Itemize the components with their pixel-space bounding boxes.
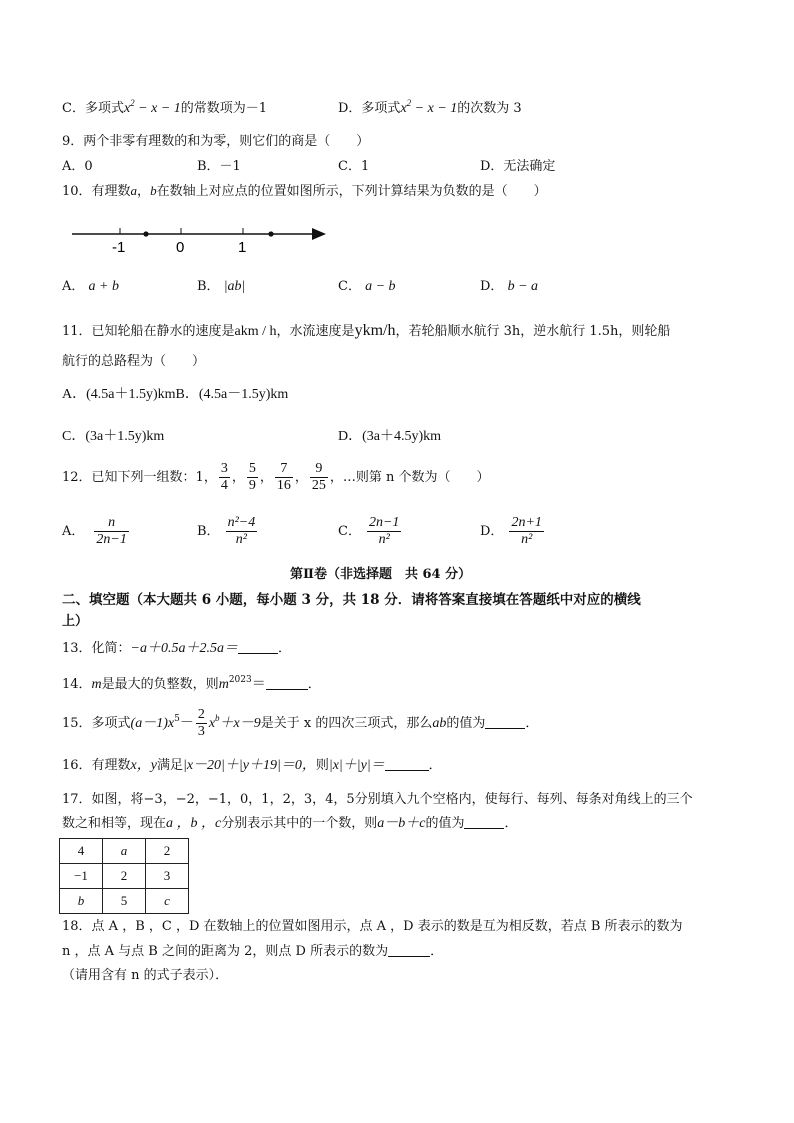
q10-opt-c-label: C． [338,279,361,294]
q10-opt-b [197,278,245,296]
q14-eq: ＝ [251,677,266,692]
q12-frac-2: $\frac{5}{9}$ [248,461,256,493]
grid-cell: 5 [103,889,146,914]
q10-opt-d-expr: b − a [507,279,539,294]
q15: 15．多项式$(a-1)x^5-$ $\frac{2}{3}$ $x^b+x-9$是关于 x 的四次三项式，那么ab的值为 ． [62,707,539,739]
q10-opt-c-expr: a − b [365,279,396,294]
q13-answer-blank[interactable] [238,641,278,654]
q14 [62,676,321,694]
q17-post: 的值为 [425,816,465,831]
q16-post: ． [428,758,442,773]
q10-var-b: b [150,183,157,198]
q15-fraction: $\frac{2}{3}$ [197,707,205,739]
label-0: 0 [176,239,185,256]
q11-opt-a: A．(4.5a＋1.5y)km [62,387,176,402]
q13-expr: −a＋0.5a＋2.5a＝ [130,641,238,656]
q9-opt-c: C．1 [338,159,370,174]
number-line-figure [68,216,330,256]
q15-expr2: x [208,716,216,731]
q10-opt-a [62,278,119,296]
grid-cell: c [146,889,189,914]
q11-opt-c: C．(3a＋1.5y)km [62,429,165,444]
q10-opt-d [480,278,538,296]
grid-cell: −1 [60,864,103,889]
q10-opt-c [338,278,396,296]
q11-stem-line1 [62,322,670,341]
q11-speed2: ykm/h [354,322,396,339]
q8-option-c-label: C．多项式 [62,101,124,116]
q14-expr: m [218,677,229,692]
q10-opt-b-label: B． [197,279,220,294]
q18-line2-text: n ，点 A 与点 B 之间的距离为 2，则点 D 所表示的数为 [62,944,389,959]
axis-arrow [312,228,326,240]
grid-cell: 2 [103,864,146,889]
q10-opt-a-label: A． [62,279,85,294]
grid-cell: 2 [146,839,189,864]
q12-stem: 12．已知下列一组数：1， $\frac{3}{4}$ ， $\frac{5}{9}$ ， $\frac{7}{16}$ ， $\frac{9}{25}$ ，…则第 n 个数为（ ） [62,461,490,493]
q15-pre: 15．多项式 [62,716,131,731]
q8-option-c-expr: $x^2 - x - 1$ [123,98,181,116]
grid-cell: 3 [146,864,189,889]
q16 [62,757,442,775]
q12-frac-1: $\frac{3}{4}$ [220,461,228,493]
q12-opt-a: A． $\frac{n}{2n-1}$ [62,515,127,547]
magic-square-grid [59,838,189,914]
q12-post: ，…则第 n 个数为（ ） [329,470,490,485]
q9-opt-a: A．0 [62,159,93,174]
q8-option-d-text: 的次数为 3 [457,101,522,116]
q15-expr1: (a－1)x [130,716,175,731]
q15-exp2: b [215,713,220,723]
q14-var-m: m [91,677,102,692]
q16-pre: 16．有理数 [62,758,131,773]
q13-pre: 13．化简： [62,641,131,656]
q9-opt-b: B．－1 [197,159,241,174]
q15-exp1: 5 [174,714,180,724]
q11-pre: 11．已知轮船在静水的速度是 [62,324,235,339]
q16-mid: 满足 [156,758,183,773]
section-2-heading-line1: 二、填空题（本大题共 6 小题，每小题 3 分，共 18 分．请将答案直接填在答题纸中对应的横线 [62,592,641,608]
point-a [143,231,148,236]
q8-option-c-text: 的常数项为－1 [180,101,268,116]
q15-answer-blank[interactable] [485,716,525,729]
q12-frac-4: $\frac{9}{25}$ [311,461,326,493]
q17-mid: 分别表示其中的一个数，则 [221,816,378,831]
q16-answer-blank[interactable] [385,758,429,771]
grid-cell: b [60,889,103,914]
q18-answer-blank[interactable] [388,944,430,957]
q10-var-a: a [130,183,138,198]
q10-opt-a-expr: a + b [88,279,119,294]
q11-speed1: akm / h [234,324,277,339]
q8-option-d-label: D．多项式 [338,101,401,116]
grid-cell: a [103,839,146,864]
q17-pre: 数之和相等，现在 [62,816,167,831]
q10-stem-post: 在数轴上对应点的位置如图所示，下列计算结果为负数的是（ ） [156,184,547,199]
q9-stem: 9．两个非零有理数的和为零，则它们的商是（ ） [62,134,370,149]
q10-stem-pre: 10．有理数 [62,184,131,199]
q17-answer-blank[interactable] [464,816,504,829]
q11-opt-d: D．(3a＋4.5y)km [338,429,442,444]
q15-mid: 是关于 x 的四次三项式，那么 [260,716,433,731]
q14-pre: 14． [62,677,92,692]
q15-ab: ab [432,716,447,731]
q14-post: ． [307,677,321,692]
grid-row [60,864,189,889]
q12-pre: 12．已知下列一组数：1， [62,470,217,485]
section-2-heading-line2: 上） [62,614,89,629]
q14-answer-blank[interactable] [266,677,308,690]
q18-line1: 18．点 A ，B ，C ，D 在数轴上的位置如图用示，点 A ，D 表示的数是互为相反数，若点 B 所表示的数为 [62,919,683,934]
q15-minus: － [179,716,194,731]
q12-opt-b: B． $\frac{\text{n²−4}}{\text{n²}}$ [197,515,256,547]
q16-cond: |x－20|＋|y＋19|＝0， [183,758,316,773]
grid-row [60,889,189,914]
q9-opt-d: D．无法确定 [480,159,556,174]
q11-opt-ab [62,386,288,404]
q14-mid: 是最大的负整数，则 [101,677,219,692]
label-1: 1 [238,239,247,256]
q18-line2: n ，点 A 与点 B 之间的距离为 2，则点 D 所表示的数为 ． [62,944,444,959]
q14-exponent: 2023 [228,675,252,685]
q17-line1: 17．如图，将−3，−2，−1，0，1，2，3，4，5分别填入九个空格内，使每行、每列、每条对角线上的三个 [62,792,693,807]
point-b [268,231,273,236]
q17-vars: a ，b ，c [166,816,222,831]
q17-line2: 数之和相等，现在a ，b ，c分别表示其中的一个数，则a－b＋c的值为 ． [62,816,518,831]
q8-options [62,100,267,118]
q12-opt-d: D． $\frac{2n+1}{\text{n²}}$ [480,515,542,547]
section-2-title: 第Ⅱ卷（非选择题 共 64 分） [290,567,472,582]
q15-expr3: ＋x－9 [219,716,261,731]
q10-opt-d-label: D． [480,279,504,294]
label-neg1: -1 [112,239,126,256]
q10-sep: ， [137,184,151,199]
q13 [62,640,291,658]
q16-then: 则 [315,758,329,773]
grid-cell: 4 [60,839,103,864]
q8-option-d-expr: $x^2 - x - 1$ [400,98,458,116]
q11-mid: ，水流速度是 [276,324,355,339]
grid-row [60,839,189,864]
q17-expr: a－b＋c [377,816,426,831]
q11-stem-line2: 航行的总路程为（ ） [62,354,206,369]
q11-opt-b: B．(4.5a－1.5y)km [175,387,289,402]
q12-opt-c: C． $\frac{2n-1}{\text{n²}}$ [338,515,400,547]
q10-opt-b-expr: |ab| [223,279,246,294]
q11-post: ，若轮船顺水航行 3h，逆水航行 1.5h，则轮船 [395,324,671,339]
q18-line3: （请用含有 n 的式子表示）． [62,968,229,983]
q8-option-d [338,100,522,118]
q13-post: ． [278,641,292,656]
q16-expr: |x|＋|y|＝ [328,758,385,773]
q10-stem [62,182,547,201]
q15-post: 的值为 [446,716,486,731]
q12-frac-3: $\frac{7}{16}$ [276,461,291,493]
q16-vars: x，y [130,758,157,773]
